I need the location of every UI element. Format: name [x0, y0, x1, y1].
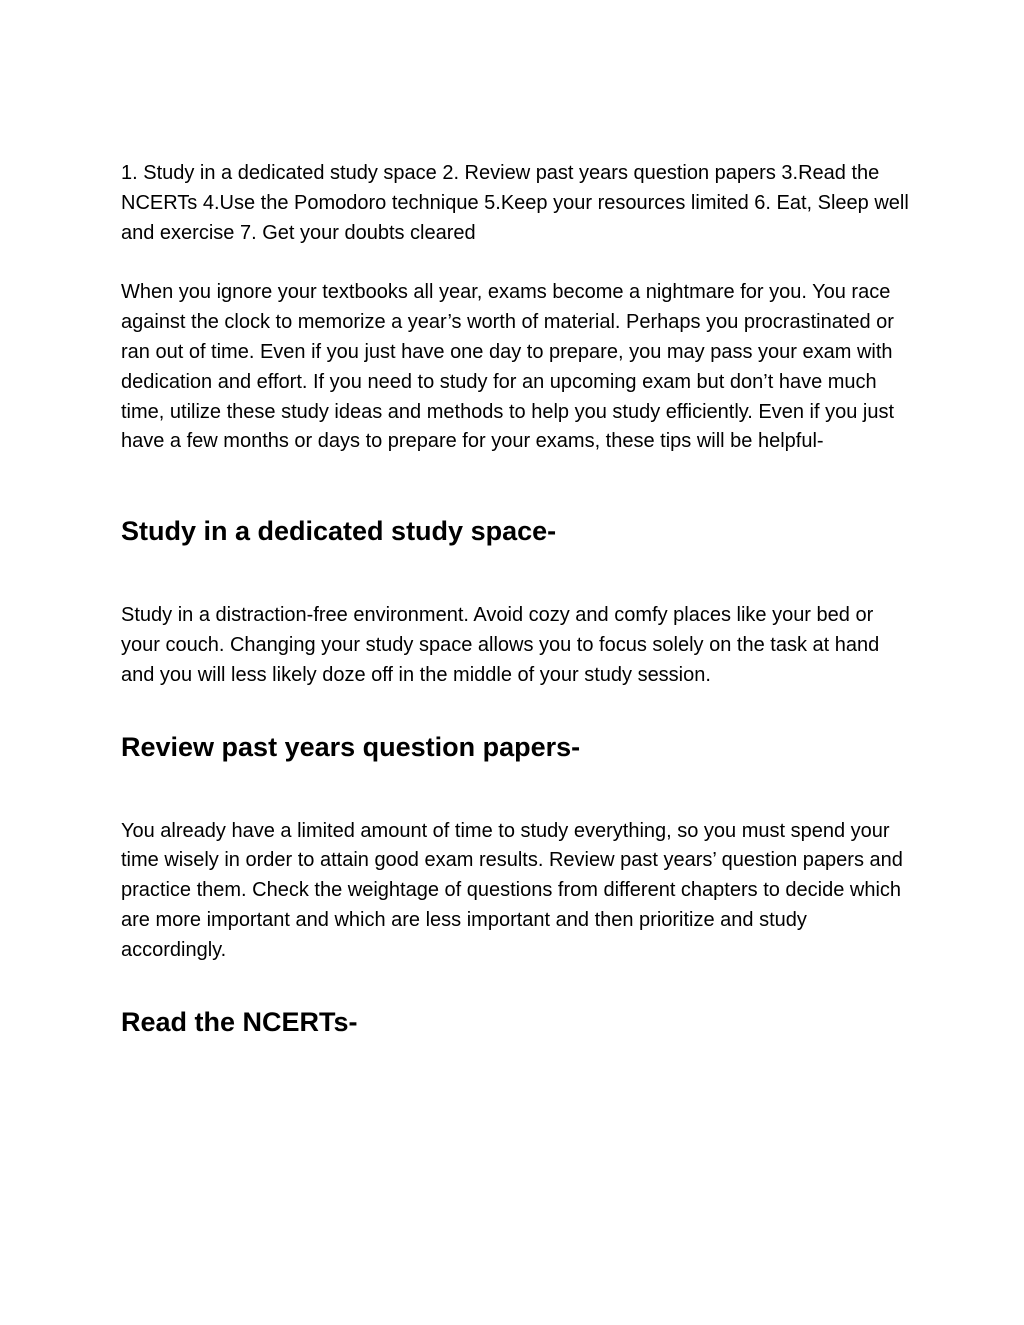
intro-paragraph: When you ignore your textbooks all year, exams become a nightmare for you. You race against the clock to memorize a year’s worth of material. Perhaps you procrastinated or ran out of time. Even if you just have one day to prepare, you may pass your exam with dedication and effort. If you need to study for an upcoming exam but don’t have much time, utilize these study ideas and methods to help you study efficiently. Even if you just have a few months or days to prepare for your exams, these tips will be helpful- — [121, 281, 895, 453]
intro-list-paragraph: 1. Study in a dedicated study space 2. Review past years question papers 3.Read the NCERTs 4.Use the Pomodoro technique 5.Keep your resources limited 6. Eat, Sleep well and exercise 7. Get your doubts cleared — [121, 162, 909, 244]
section-body-study-space: Study in a distraction-free environment. Avoid cozy and comfy places like your bed or your couch. Changing your study space allows you to focus solely on the task at hand and you will less likely doze off in the middle of your study session. — [121, 604, 880, 686]
section-heading-ncerts: Read the NCERTs- — [121, 1006, 358, 1037]
section-body-past-papers: You already have a limited amount of time to study everything, so you must spend your time wisely in order to attain good exam results. Review past years’ question papers and practice them. Check the weightage of questions from different chapters to decide which are more important and which are less important and then prioritize and study accordingly. — [121, 819, 903, 961]
section-heading-study-space: Study in a dedicated study space- — [121, 516, 557, 547]
document-page — [121, 159, 911, 1039]
section-heading-past-papers: Review past years question papers- — [121, 731, 581, 762]
